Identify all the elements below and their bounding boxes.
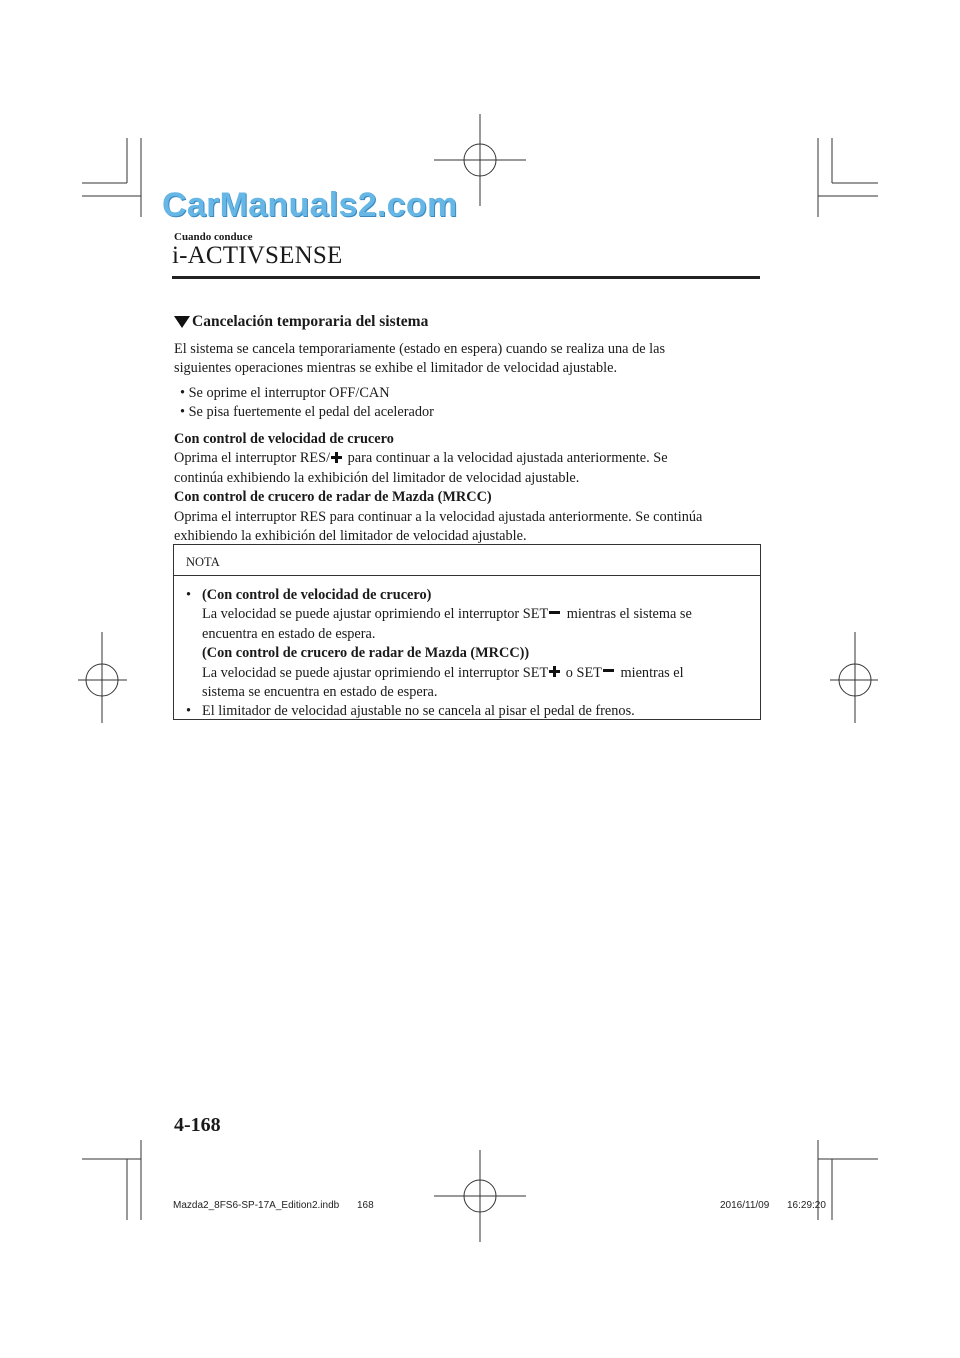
watermark-logo[interactable]: CarManuals2.com — [162, 186, 458, 224]
note-body — [186, 586, 752, 722]
note-subtitle: (Con control de velocidad de crucero) — [202, 587, 432, 603]
bullet-dot: • — [186, 703, 192, 720]
intro-paragraph — [174, 340, 764, 379]
list-item-text: Se oprime el interruptor OFF/CAN — [188, 385, 390, 401]
section-title: i-ACTIVSENSE — [172, 242, 343, 269]
cruise-section — [174, 430, 764, 546]
mrcc-title: Con control de crucero de radar de Mazda (MRCC) — [174, 489, 492, 506]
footer-date: 2016/11/09 — [720, 1200, 770, 1211]
list-item — [180, 384, 434, 403]
note-item — [186, 586, 752, 702]
list-item-text: Se pisa fuertemente el pedal del acelerador — [188, 404, 434, 421]
mrcc-line: exhibiendo la exhibición del limitador de velocidad ajustable. — [174, 528, 527, 545]
cruise-line: continúa exhibiendo la exhibición del limitador de velocidad ajustable. — [174, 469, 580, 486]
note-text: o SET — [562, 664, 602, 681]
cruise-line — [174, 449, 764, 468]
intro-line: El sistema se cancela temporariamente (estado en espera) cuando se realiza una de las — [174, 341, 666, 357]
footer-page: 168 — [357, 1200, 374, 1211]
bullet-list — [180, 384, 434, 423]
bullet-dot: • — [180, 404, 186, 421]
bullet-dot: • — [186, 587, 192, 603]
cruise-title: Con control de velocidad de crucero — [174, 431, 394, 447]
down-triangle-icon — [174, 316, 190, 328]
note-line — [202, 605, 752, 624]
note-text: mientras el — [616, 664, 684, 681]
note-box — [173, 544, 761, 720]
bullet-dot: • — [180, 385, 186, 401]
cruise-text: para continuar a la velocidad ajustada anteriormente. Se — [344, 450, 668, 467]
note-line: sistema se encuentra en estado de espera. — [202, 684, 438, 701]
note-title: NOTA — [186, 555, 220, 569]
title-rule — [172, 276, 760, 279]
note-line: encuentra en estado de espera. — [202, 625, 376, 642]
minus-icon — [603, 669, 614, 672]
note-header — [174, 545, 760, 576]
note-text: La velocidad se puede ajustar oprimiendo el interruptor SET — [202, 606, 549, 623]
minus-icon — [549, 611, 560, 614]
plus-icon — [331, 452, 342, 463]
intro-line: siguientes operaciones mientras se exhibe el limitador de velocidad ajustable. — [174, 360, 618, 377]
mrcc-line: Oprima el interruptor RES para continuar a la velocidad ajustada anteriormente. Se continúa — [174, 508, 703, 525]
footer-filename: Mazda2_8FS6-SP-17A_Edition2.indb — [173, 1200, 340, 1211]
cruise-text: Oprima el interruptor RES/ — [174, 450, 331, 467]
footer-time: 16:29:20 — [787, 1200, 826, 1211]
page-number: 4-168 — [174, 1114, 221, 1136]
note-text: mientras el sistema se — [563, 606, 692, 623]
list-item — [180, 403, 434, 422]
note-subtitle: (Con control de crucero de radar de Mazda (MRCC)) — [202, 645, 530, 662]
note-item — [186, 702, 752, 721]
note-text: La velocidad se puede ajustar oprimiendo el interruptor SET — [202, 664, 549, 681]
note-line: El limitador de velocidad ajustable no se cancela al pisar el pedal de frenos. — [202, 703, 635, 720]
subsection-heading — [174, 313, 428, 331]
note-line — [202, 664, 752, 683]
heading-text: Cancelación temporaria del sistema — [192, 313, 429, 330]
section-label: Cuando conduce — [174, 231, 253, 243]
plus-icon — [549, 666, 560, 677]
